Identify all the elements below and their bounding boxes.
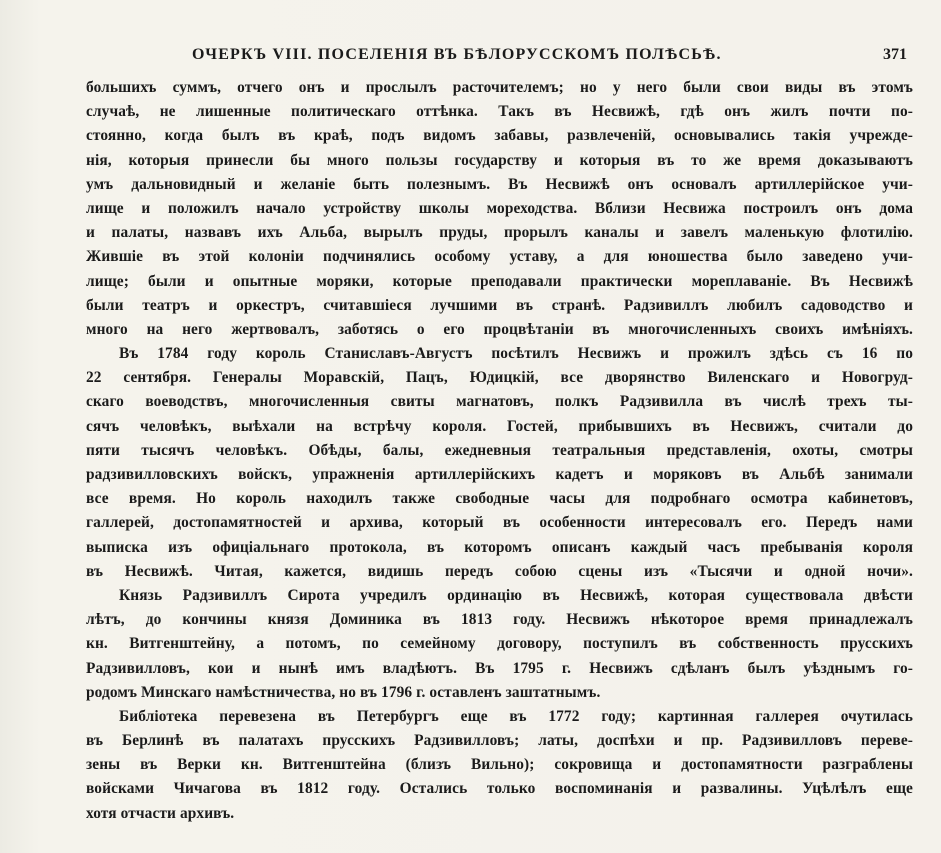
text-line: случаѣ, не лишенные политическаго оттѣнка. Такъ въ Несвижѣ, гдѣ онъ жилъ почти по- [86,103,913,121]
text-line: хотя отчасти архивъ. [86,804,235,822]
paragraph-4 [86,705,913,826]
text-line: войсками Чичагова въ 1812 году. Остались только воспоминанія и развалины. Уцѣлѣлъ еще [86,780,913,798]
text-line: и палаты, назвавъ ихъ Альба, вырылъ пруды, прорылъ каналы и завелъ маленькую флотилію. [86,224,913,242]
text-line: 22 сентября. Генералы Моравскій, Пацъ, Юдицкій, все дворянство Виленскаго и Новогруд- [86,369,913,387]
chapter-title: ОЧЕРКЪ VIII. ПОСЕЛЕНІЯ ВЪ БѢЛОРУССКОМЪ ПОЛѢСЬѢ. [192,46,722,63]
text-line: выписка изъ офиціальнаго протокола, въ которомъ описанъ каждый часъ пребыванія короля [86,538,913,556]
text-line: зены въ Верки кн. Витгенштейна (близъ Вильно); сокровища и достопамятности разграблены [86,756,913,774]
text-line: стоянно, когда былъ въ краѣ, подъ видомъ забавы, развлеченій, основывались такія учрежде- [86,127,913,145]
text-line: пяти тысячъ человѣкъ. Обѣды, балы, ежедневныя театральныя представленія, охоты, смотры [86,441,913,459]
text-line: скаго воеводствъ, многочисленныя свиты магнатовъ, полкъ Радзивилла въ числѣ трехъ ты- [86,393,913,411]
text-line: въ Несвижѣ. Читая, кажется, видишь передъ собою сцены изъ «Тысячи и одной ночи». [86,562,913,580]
text-line: лѣтъ, до кончины князя Доминика въ 1813 году. Несвижъ нѣкоторое время принадлежалъ [86,611,913,629]
paragraph-2 [86,342,913,584]
text-line: много на него жертвовалъ, заботясь о его процвѣтаніи въ многочисленныхъ своихъ имѣніяхъ. [86,320,913,338]
text-line: кн. Витгенштейну, а потомъ, по семейному договору, поступилъ въ собственность прусскихъ [86,635,913,653]
text-line: Жившіе въ этой колоніи подчинялись особому уставу, а для юношества было заведено учи- [86,248,913,266]
text-line: Радзивилловъ, кои и нынѣ имъ владѣютъ. Въ 1795 г. Несвижъ сдѣланъ былъ уѣзднымъ го- [86,659,913,677]
text-line: радзивилловскихъ войскъ, упражненія артиллерійскихъ кадетъ и моряковъ въ Альбѣ занимали [86,466,913,483]
text-line: сячъ человѣкъ, выѣхали на встрѣчу короля. Гостей, прибывшихъ въ Несвижъ, считали до [86,417,913,435]
text-line: умъ дальновидный и желаніе быть полезнымъ. Въ Несвижѣ онъ основалъ артиллерійское учи- [86,175,913,193]
text-line: въ Берлинѣ въ палатахъ прусскихъ Радзивилловъ; латы, доспѣхи и пр. Радзивилловъ переве- [86,732,913,750]
paragraph-1 [86,76,913,342]
text-line: Библіотека перевезена въ Петербургъ еще въ 1772 году; картинная галлерея очутилась [119,707,913,725]
body-text [86,76,913,826]
running-header [86,38,913,76]
text-line: большихъ суммъ, отчего онъ и прослылъ расточителемъ; но у него были свои виды въ этомъ [86,79,913,96]
page-number: 371 [883,46,907,63]
text-line: галлерей, достопамятностей и архива, который въ особенности интересовалъ его. Передъ нами [86,514,913,532]
text-line: Князь Радзивиллъ Сирота учредилъ ординацію въ Несвижѣ, которая существовала двѣсти [119,586,913,604]
paragraph-3 [86,584,913,705]
text-line: нія, которыя принесли бы много пользы государству и которыя въ то же время доказываютъ [86,151,913,169]
text-line: были театръ и оркестръ, считавшіеся лучшими въ странѣ. Радзивиллъ любилъ садоводство и [86,296,913,314]
text-line: Въ 1784 году король Станиславъ-Августъ посѣтилъ Несвижъ и прожилъ здѣсь съ 16 по [119,345,913,363]
text-line: лище и положилъ начало устройству школы мореходства. Вблизи Несвижа построилъ онъ дома [86,199,913,217]
text-line: родомъ Минскаго намѣстничества, но въ 1796 г. оставленъ заштатнымъ. [86,683,601,701]
text-line: все время. Но король находилъ также свободные часы для подробнаго осмотра кабинетовъ, [86,490,913,508]
text-line: лище; были и опытные моряки, которые преподавали практически мореплаваніе. Въ Несвижѣ [86,272,913,290]
